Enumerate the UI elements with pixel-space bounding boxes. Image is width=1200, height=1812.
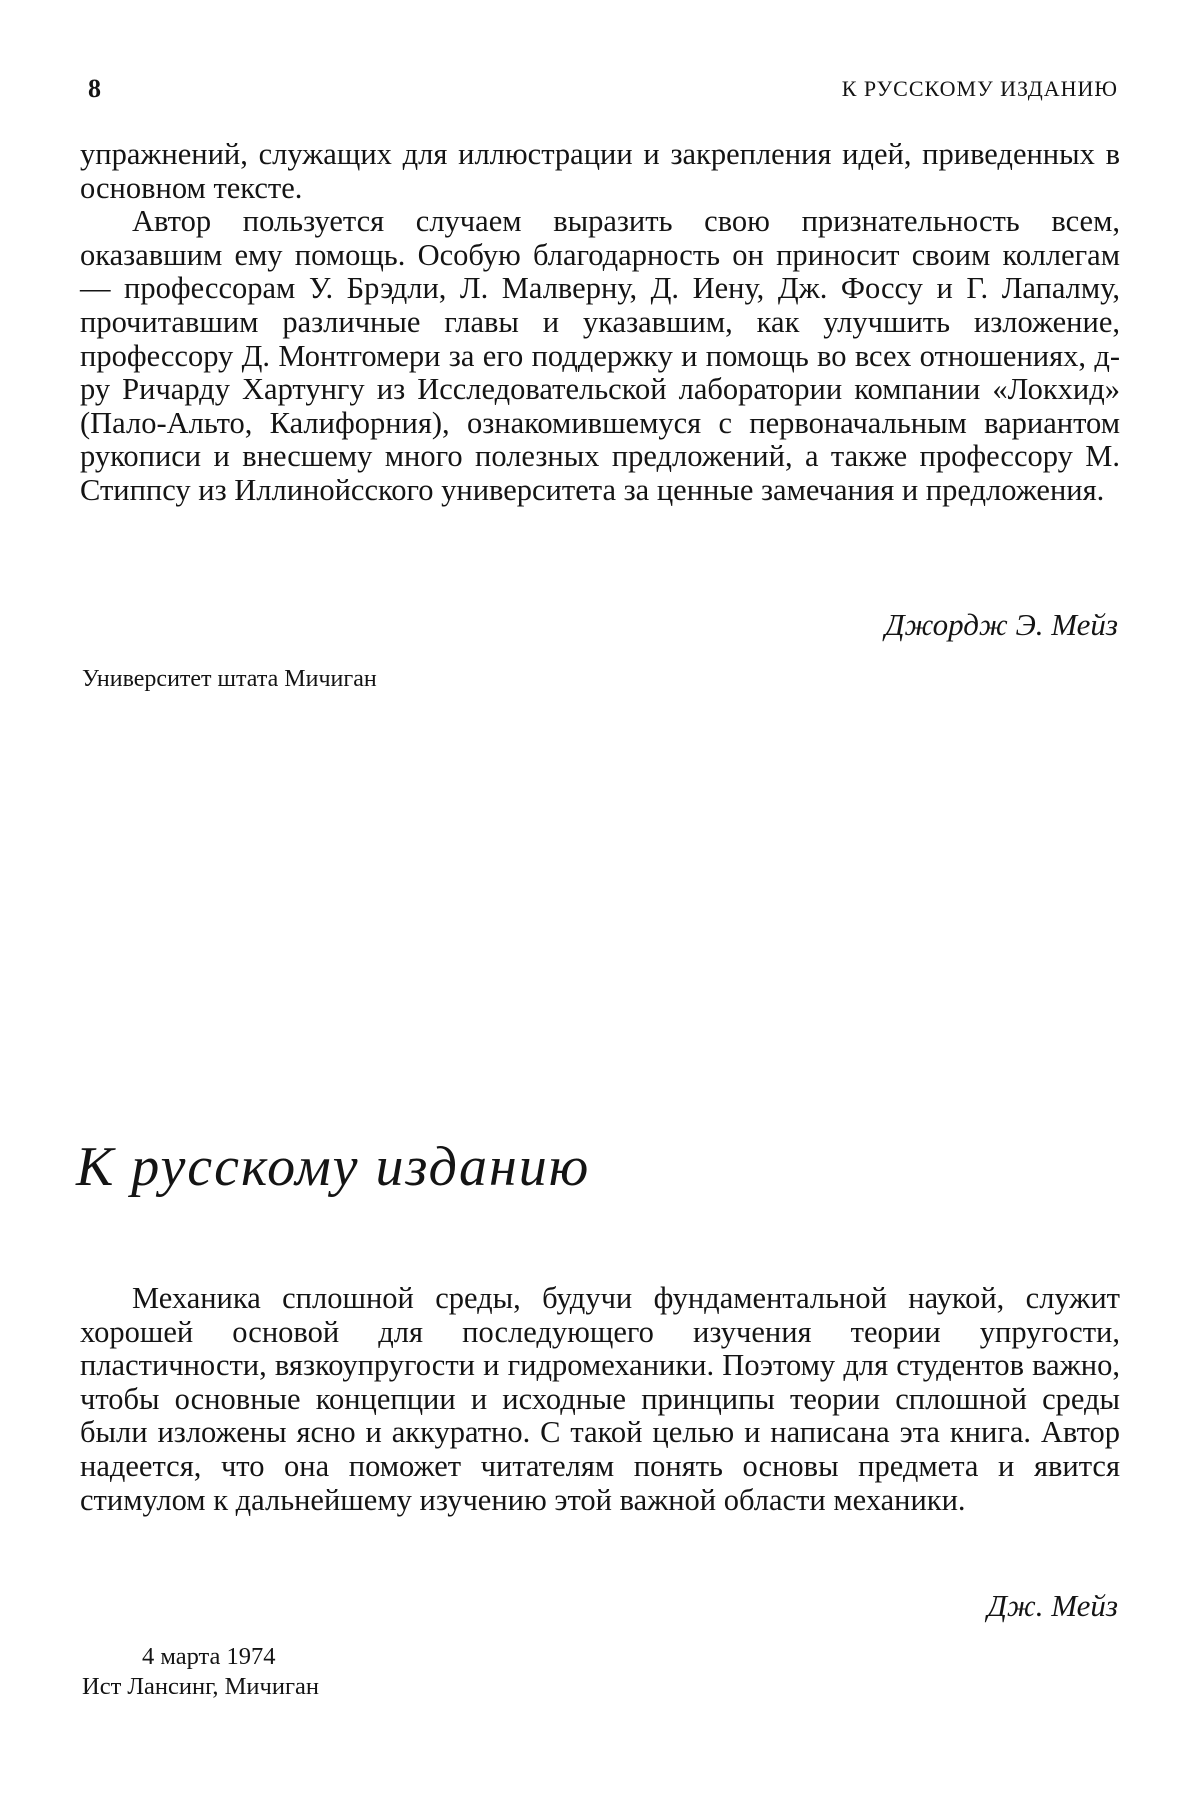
russian-edition-signature: Дж. Мейз: [987, 1588, 1118, 1623]
place-line: Ист Лансинг, Мичиган: [82, 1673, 319, 1700]
preface-signature: Джордж Э. Мейз: [884, 607, 1118, 642]
running-title: К РУССКОМУ ИЗДАНИЮ: [841, 76, 1118, 101]
preface-paragraph-thanks: Автор пользуется случаем выразить свою признательность всем, оказавшим ему помощь. Особую благодарность он приносит своим коллегам — профессорам У. Брэдли, Л. Малверну, Д. Иену, Дж. Фоссу и Г. Лапалму, прочитавшим различные главы и указавшим, как улучшить изложение, профессору Д. Монтгомери за его поддержку и помощь во всех отношениях, д-ру Ричарду Хартунгу из Исследовательской лаборатории компании «Локхид» (Пало-Альто, Калифорния), ознакомившемуся с первоначальным вариантом рукописи и внесшему много полезных предложений, а также профессору М. Стиппсу из Иллинойсского университета за ценные замечания и предложения.: [80, 204, 1120, 507]
place-date: [82, 1642, 319, 1702]
russian-edition-paragraph: Механика сплошной среды, будучи фундаментальной наукой, служит хорошей основой для последующего изучения теории упругости, пластичности, вязкоупругости и гидромеханики. Поэтому для студентов важно, чтобы основные концепции и исходные принципы теории сплошной среды были изложены ясно и аккуратно. С такой целью и написана эта книга. Автор надеется, что она поможет читателям понять основы предмета и явится стимулом к дальнейшему изучению этой важной области механики.: [80, 1281, 1120, 1517]
running-head: [88, 74, 1118, 114]
preface-text: [80, 138, 1120, 508]
section-heading: К русскому изданию: [76, 1136, 591, 1198]
russian-edition-text: [80, 1282, 1120, 1517]
date-line: 4 марта 1974: [142, 1643, 276, 1670]
author-affiliation: Университет штата Мичиган: [82, 666, 377, 692]
preface-paragraph-continuation: упражнений, служащих для иллюстрации и закрепления идей, приведенных в основном тексте.: [80, 137, 1120, 205]
page-number: 8: [88, 74, 101, 103]
